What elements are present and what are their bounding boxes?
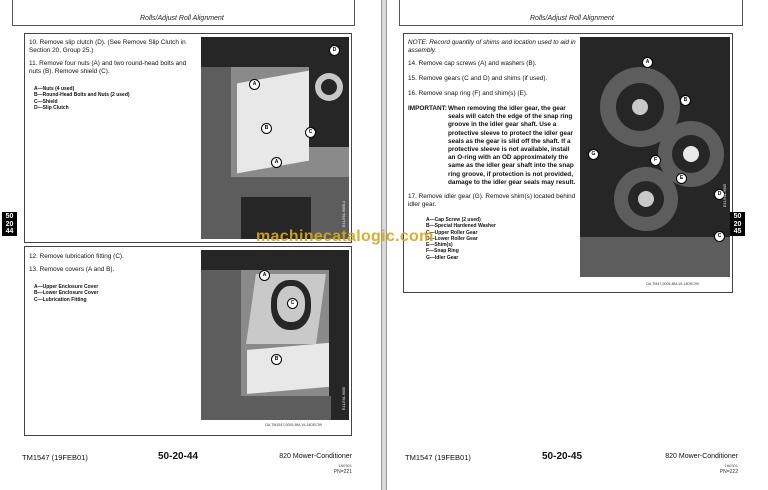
legend-item: A—Cap Screw (2 used) <box>426 217 481 223</box>
callout-d: D <box>329 45 340 56</box>
callout-c: C <box>287 298 298 309</box>
procedure-box-1 <box>24 33 352 243</box>
legend-item: B—Special Hardened Washer <box>426 223 496 230</box>
legend-item: B—Round-Head Bolts and Nuts (2 used) <box>34 92 130 99</box>
footer-pn: PN=221 <box>333 469 352 475</box>
watermark: machinecatalogic.com <box>256 228 434 245</box>
step-17: 17. Remove idler gear (G). Remove shim(s) located behind idler gear. <box>408 193 576 209</box>
step-11: 11. Remove four nuts (A) and two round-head bolts and nuts (B). Remove shield (C). <box>29 60 187 76</box>
photo-enclosure-covers <box>201 250 349 420</box>
note: NOTE: Record quantity of shims and location used to aid in assembly. <box>408 39 576 55</box>
legend-item: D—Lower Roller Gear <box>426 235 478 242</box>
right-page <box>387 0 768 490</box>
footer-date-code: 160301 <box>724 463 738 468</box>
section-tab <box>2 212 17 236</box>
legend-item: D—Slip Clutch <box>34 104 69 111</box>
photo-id: E41,E61-9005 <box>723 184 727 207</box>
section-title: Rolls/Adjust Roll Alignment <box>140 15 224 22</box>
legend-item: B—Lower Enclosure Cover <box>34 290 99 297</box>
callout-a-2: A <box>271 157 282 168</box>
legend-item: A—Nuts (4 used) <box>34 86 75 92</box>
step-12: 12. Remove lubrication fitting (C). <box>29 253 124 260</box>
legend-item: E—Shim(s) <box>426 242 453 249</box>
header-rule-left <box>399 0 400 26</box>
footer-page-number: 50-20-44 <box>158 451 199 462</box>
header-rule-right <box>742 0 743 26</box>
legend-3 <box>426 217 496 261</box>
photo-caption: OA,TM1547,0005-BM-19-14DEC99 <box>265 423 322 427</box>
legend-item: C—Upper Roller Gear <box>426 229 478 236</box>
procedure-box-2 <box>24 246 352 436</box>
tab-label: 50 20 44 <box>5 213 14 235</box>
footer-manual: TM1547 (19FEB01) <box>22 453 88 462</box>
callout-a: A <box>259 270 270 281</box>
callout-g: G <box>588 149 599 160</box>
legend-item: C—Lubrication Fitting <box>34 296 87 303</box>
callout-c: C <box>714 231 725 242</box>
legend-item: G—Idler Gear <box>426 254 459 261</box>
callout-c: C <box>305 127 316 138</box>
legend-2 <box>34 284 98 303</box>
step-10: 10. Remove slip clutch (D). (See Remove Slip Clutch in Section 20, Group 25.) <box>29 39 186 55</box>
callout-b: B <box>680 95 691 106</box>
callout-b: B <box>271 354 282 365</box>
section-tab <box>730 212 745 236</box>
legend-item: A—Upper Enclosure Cover <box>34 284 99 290</box>
header-rule <box>399 25 743 26</box>
step-16: 16. Remove snap ring (F) and shim(s) (E). <box>408 90 528 97</box>
callout-f: F <box>650 155 661 166</box>
footer-page-number: 50-20-45 <box>542 451 583 462</box>
legend-item: F—Snap Ring <box>426 248 459 255</box>
step-13: 13. Remove covers (A and B). <box>29 266 115 273</box>
photo-id: E41,E61-9005 <box>342 387 346 410</box>
important-text: When removing the idler gear, the gear seals will catch the edge of the snap ring groove in the idler gear shaft. Use a protective sleeve to protect the idler gear seals as the gear is slid off the shaft. If a protective sleeve is not available, install an O-ring with an OD approximately the same as the idler gear shaft into the snap ring groove, if protection is not provided, damage to the idler gear seals may result. <box>448 105 576 186</box>
photo-caption: OA,TM47,0005-BM-19-14DEC99 <box>646 282 699 286</box>
step-15: 15. Remove gears (C and D) and shims (if used). <box>408 75 548 82</box>
legend-1 <box>34 86 130 111</box>
tab-label: 50 20 45 <box>733 213 742 235</box>
footer-model: 820 Mower-Conditioner <box>665 453 738 460</box>
legend-item: C—Shield <box>34 98 58 105</box>
callout-a: A <box>642 57 653 68</box>
important-label: IMPORTANT: <box>408 105 447 112</box>
step-14: 14. Remove cap screws (A) and washers (B). <box>408 60 537 67</box>
procedure-box-3 <box>403 33 733 293</box>
photo-gears <box>580 37 730 277</box>
header-rule-left <box>12 0 13 26</box>
footer-pn: PN=222 <box>719 469 738 475</box>
photo-slip-clutch <box>201 37 349 239</box>
callout-b: B <box>261 123 272 134</box>
footer-manual: TM1547 (19FEB01) <box>405 453 471 462</box>
section-title: Rolls/Adjust Roll Alignment <box>530 15 614 22</box>
footer-date-code: 160301 <box>338 463 352 468</box>
callout-a: A <box>249 79 260 90</box>
photo-id: E41,E61-9005-4 <box>342 200 346 227</box>
callout-e: E <box>676 173 687 184</box>
header-rule-right <box>354 0 355 26</box>
callout-d: D <box>714 189 725 200</box>
header-rule <box>12 25 355 26</box>
footer-model: 820 Mower-Conditioner <box>279 453 352 460</box>
